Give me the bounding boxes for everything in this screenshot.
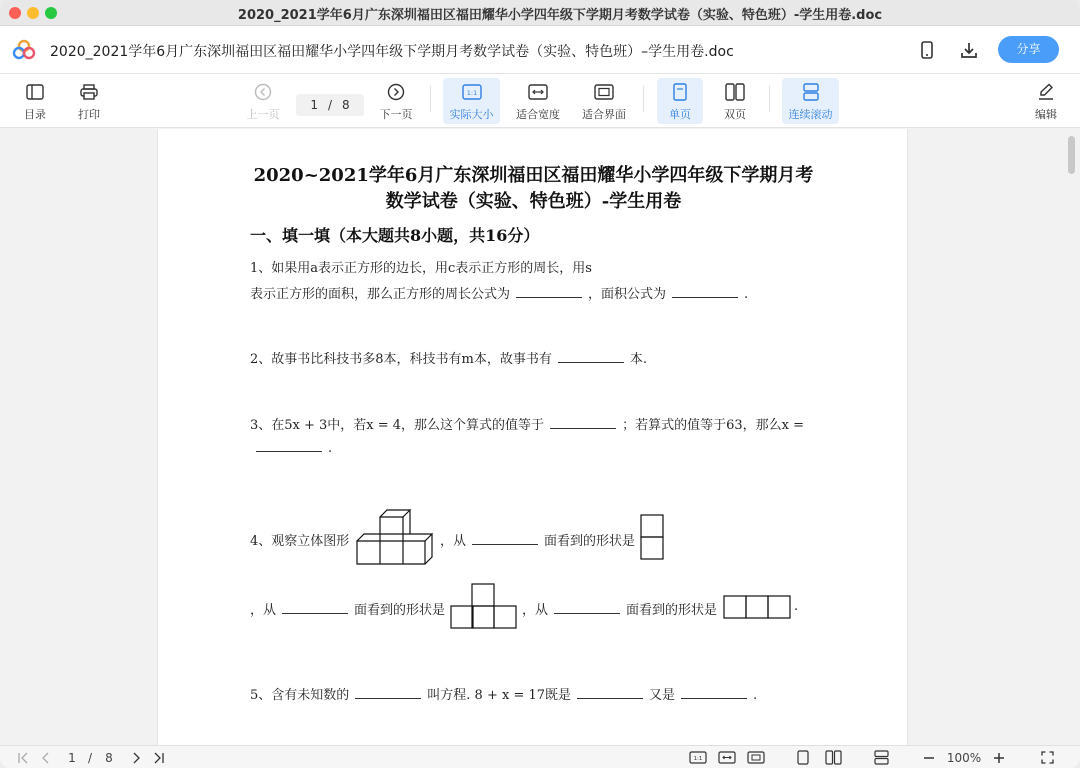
header-bar — [0, 26, 1080, 74]
question-4-line3 — [522, 599, 717, 618]
toolbar-divider — [643, 86, 644, 112]
top-view-shape-icon — [450, 583, 518, 629]
document-page — [157, 129, 908, 745]
question-1-line2 — [250, 283, 748, 302]
page-total: 8 — [342, 98, 350, 112]
toc-icon — [24, 81, 46, 103]
q1-text-c: . — [744, 287, 749, 302]
page-current: 1 — [310, 98, 318, 112]
fullscreen-icon[interactable] — [1038, 749, 1056, 766]
q5-text-d: . — [753, 688, 758, 703]
share-button[interactable]: 分享 — [998, 36, 1059, 63]
q1-text-b: ，面积公式为 — [588, 287, 667, 302]
q4-text-f: ，从 — [522, 603, 549, 618]
question-1-line1: 1、如果用a表示正方形的边长，用c表示正方形的周长，用s — [250, 261, 592, 276]
side-view-shape-icon — [723, 595, 793, 621]
answer-blank — [282, 604, 348, 614]
continuous-scroll-button[interactable] — [782, 78, 839, 124]
download-icon[interactable] — [957, 38, 981, 62]
continuous-scroll-icon[interactable] — [871, 749, 891, 766]
status-page-current[interactable]: 1 — [68, 750, 76, 765]
front-view-shape-icon — [640, 514, 666, 562]
q4-text-e: 面看到的形状是 — [354, 603, 446, 618]
answer-blank — [577, 689, 643, 699]
double-page-icon — [724, 81, 746, 103]
arrow-left-circle-icon — [252, 81, 274, 103]
status-bar — [0, 745, 1080, 768]
q4-text-d: ，从 — [250, 603, 277, 618]
minimize-window-button[interactable] — [27, 7, 39, 19]
solid-figure-icon — [356, 507, 436, 565]
continuous-scroll-label: 连续滚动 — [788, 108, 833, 121]
title-bar — [0, 0, 1080, 26]
q3-text-c: . — [328, 441, 333, 456]
first-page-icon[interactable] — [14, 749, 32, 766]
double-page-icon[interactable] — [823, 749, 843, 766]
last-page-icon[interactable] — [150, 749, 168, 766]
actual-size-button[interactable] — [443, 78, 500, 124]
q5-text-b: 叫方程. 8 + x = 17既是 — [427, 688, 572, 703]
q2-text-b: 本. — [629, 352, 648, 367]
maximize-window-button[interactable] — [45, 7, 57, 19]
print-label: 打印 — [78, 108, 100, 121]
status-page-separator: / — [87, 750, 93, 765]
double-page-label: 双页 — [724, 108, 746, 121]
edit-label: 编辑 — [1035, 108, 1057, 121]
fit-page-button[interactable] — [578, 78, 630, 124]
prev-page-icon[interactable] — [38, 749, 54, 766]
next-page-icon[interactable] — [128, 749, 144, 766]
single-page-button[interactable] — [657, 78, 703, 124]
toc-label: 目录 — [24, 108, 46, 121]
q4-end: . — [794, 599, 799, 614]
fit-width-label: 适合宽度 — [516, 108, 560, 121]
question-4-line2 — [250, 599, 445, 618]
app-logo-icon — [12, 38, 36, 62]
q5-text-c: 又是 — [649, 688, 676, 703]
doc-title-line2: 数学试卷（实验、特色班）-学生用卷 — [385, 191, 682, 212]
question-4-text-a: 4、观察立体图形 — [250, 534, 350, 549]
single-page-icon[interactable] — [794, 749, 812, 766]
answer-blank — [554, 604, 620, 614]
question-3-line1 — [250, 414, 804, 433]
q5-text-a: 5、含有未知数的 — [250, 688, 350, 703]
mobile-icon[interactable] — [915, 38, 939, 62]
page-number-field[interactable] — [296, 94, 364, 116]
q4-text-c: 面看到的形状是 — [544, 534, 636, 549]
window-title: 2020_2021学年6月广东深圳福田区福田耀华小学四年级下学期月考数学试卷（实验、特色班）-学生用卷.doc — [237, 8, 883, 23]
actual-size-icon[interactable] — [688, 749, 708, 766]
next-page-label: 下一页 — [379, 108, 413, 121]
fit-page-icon — [593, 81, 615, 103]
answer-blank — [672, 288, 738, 298]
toc-button[interactable] — [14, 78, 56, 124]
section-heading: 一、填一填（本大题共8小题，共16分） — [250, 226, 540, 245]
q2-text-a: 2、故事书比科技书多8本，科技书有m本，故事书有 — [250, 352, 552, 367]
edit-button[interactable] — [1026, 78, 1066, 124]
fit-width-button[interactable] — [512, 78, 564, 124]
doc-title-line1: 2020~2021学年6月广东深圳福田区福田耀华小学四年级下学期月考 — [253, 165, 814, 186]
question-4-line1 — [440, 530, 635, 549]
toolbar-divider — [769, 86, 770, 112]
answer-blank — [550, 419, 616, 429]
answer-blank — [256, 442, 322, 452]
print-icon — [78, 81, 100, 103]
q4-text-b: ，从 — [440, 534, 467, 549]
question-2 — [250, 348, 647, 367]
answer-blank — [355, 689, 421, 699]
fit-page-icon[interactable] — [746, 749, 766, 766]
close-window-button[interactable] — [9, 7, 21, 19]
fit-width-icon — [527, 81, 549, 103]
document-viewport[interactable] — [0, 129, 1080, 745]
answer-blank — [681, 689, 747, 699]
toolbar-divider — [430, 86, 431, 112]
status-page-total: 8 — [105, 750, 113, 765]
single-page-label: 单页 — [669, 108, 691, 121]
page-separator: / — [327, 98, 333, 112]
continuous-scroll-icon — [800, 81, 822, 103]
question-5 — [250, 684, 757, 703]
single-page-icon — [669, 81, 691, 103]
vertical-scrollbar[interactable] — [1068, 136, 1075, 174]
edit-icon — [1035, 81, 1057, 103]
answer-blank — [558, 353, 624, 363]
svg-text:1:1: 1:1 — [466, 89, 477, 97]
print-button[interactable] — [68, 78, 110, 124]
document-title: 2020_2021学年6月广东深圳福田区福田耀华小学四年级下学期月考数学试卷（实验、特色班）–学生用卷.doc — [50, 44, 734, 60]
actual-size-icon — [461, 81, 483, 103]
fit-width-icon[interactable] — [717, 749, 737, 766]
arrow-right-circle-icon — [385, 81, 407, 103]
answer-blank — [472, 535, 538, 545]
question-3-line2 — [250, 441, 332, 456]
actual-size-label: 实际大小 — [449, 108, 494, 121]
fit-page-label: 适合界面 — [582, 108, 626, 121]
double-page-button[interactable] — [714, 78, 756, 124]
zoom-in-icon[interactable] — [990, 749, 1008, 766]
next-page-button[interactable] — [374, 78, 418, 124]
zoom-level[interactable]: 100% — [946, 750, 982, 765]
toolbar — [0, 74, 1080, 128]
q4-text-g: 面看到的形状是 — [626, 603, 718, 618]
q3-text-a: 3、在5x + 3中，若x = 4，那么这个算式的值等于 — [250, 418, 545, 433]
q3-text-b: ；若算式的值等于63，那么x = — [622, 418, 804, 433]
q1-text-a: 表示正方形的面积，那么正方形的周长公式为 — [250, 287, 511, 302]
answer-blank — [516, 288, 582, 298]
svg-text:1:1: 1:1 — [693, 756, 703, 762]
prev-page-button[interactable] — [242, 78, 284, 124]
zoom-out-icon[interactable] — [920, 749, 938, 766]
prev-page-label: 上一页 — [246, 108, 280, 121]
